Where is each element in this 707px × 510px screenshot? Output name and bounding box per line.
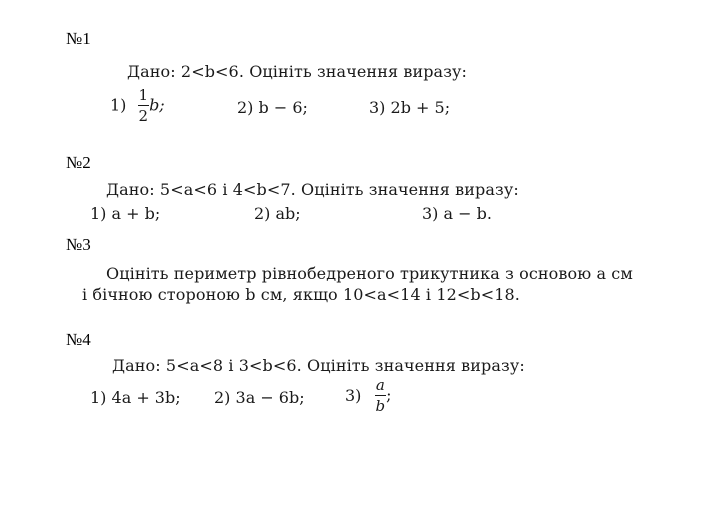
- task4-item3-denominator: b: [375, 397, 386, 415]
- task2-item1: 1) a + b;: [90, 204, 161, 223]
- task4-item1: 1) 4a + 3b;: [90, 388, 181, 407]
- task4-item2: 2) 3a − 6b;: [214, 388, 305, 407]
- task2-statement: Дано: 5<a<6 і 4<b<7. Оцініть значення виразу:: [106, 180, 519, 199]
- task1-item1: [110, 88, 165, 124]
- task1-statement: Дано: 2<b<6. Оцініть значення виразу:: [127, 62, 468, 81]
- task4-item3-fraction: [375, 378, 387, 414]
- task2-item3: 3) a − b.: [422, 204, 492, 223]
- task1-item1-denominator: 2: [138, 107, 149, 125]
- task3-number: №3: [66, 235, 91, 254]
- task1-item1-numerator: 1: [138, 86, 149, 104]
- task4-item3: [345, 378, 392, 414]
- task4-number: №4: [66, 330, 91, 349]
- task2-number: №2: [66, 153, 91, 172]
- task1-item1-label: 1): [110, 95, 127, 115]
- task3-line2: і бічною стороною b см, якщо 10<a<14 і 12<b<18.: [82, 285, 520, 304]
- task1-item1-fraction: [138, 88, 150, 124]
- task4-item3-numerator: a: [375, 376, 385, 394]
- task1-item1-rest: b;: [149, 95, 165, 115]
- task3-line1: Оцініть периметр рівнобедреного трикутника з основою a см: [106, 264, 633, 283]
- task1-item2: 2) b − 6;: [237, 98, 308, 117]
- task2-item2: 2) ab;: [254, 204, 301, 223]
- task1-item3: 3) 2b + 5;: [369, 98, 451, 117]
- task4-item3-rest: ;: [386, 385, 392, 405]
- task4-statement: Дано: 5<a<8 і 3<b<6. Оцініть значення виразу:: [112, 356, 525, 375]
- task1-number: №1: [66, 29, 91, 48]
- task4-item3-label: 3): [345, 385, 362, 405]
